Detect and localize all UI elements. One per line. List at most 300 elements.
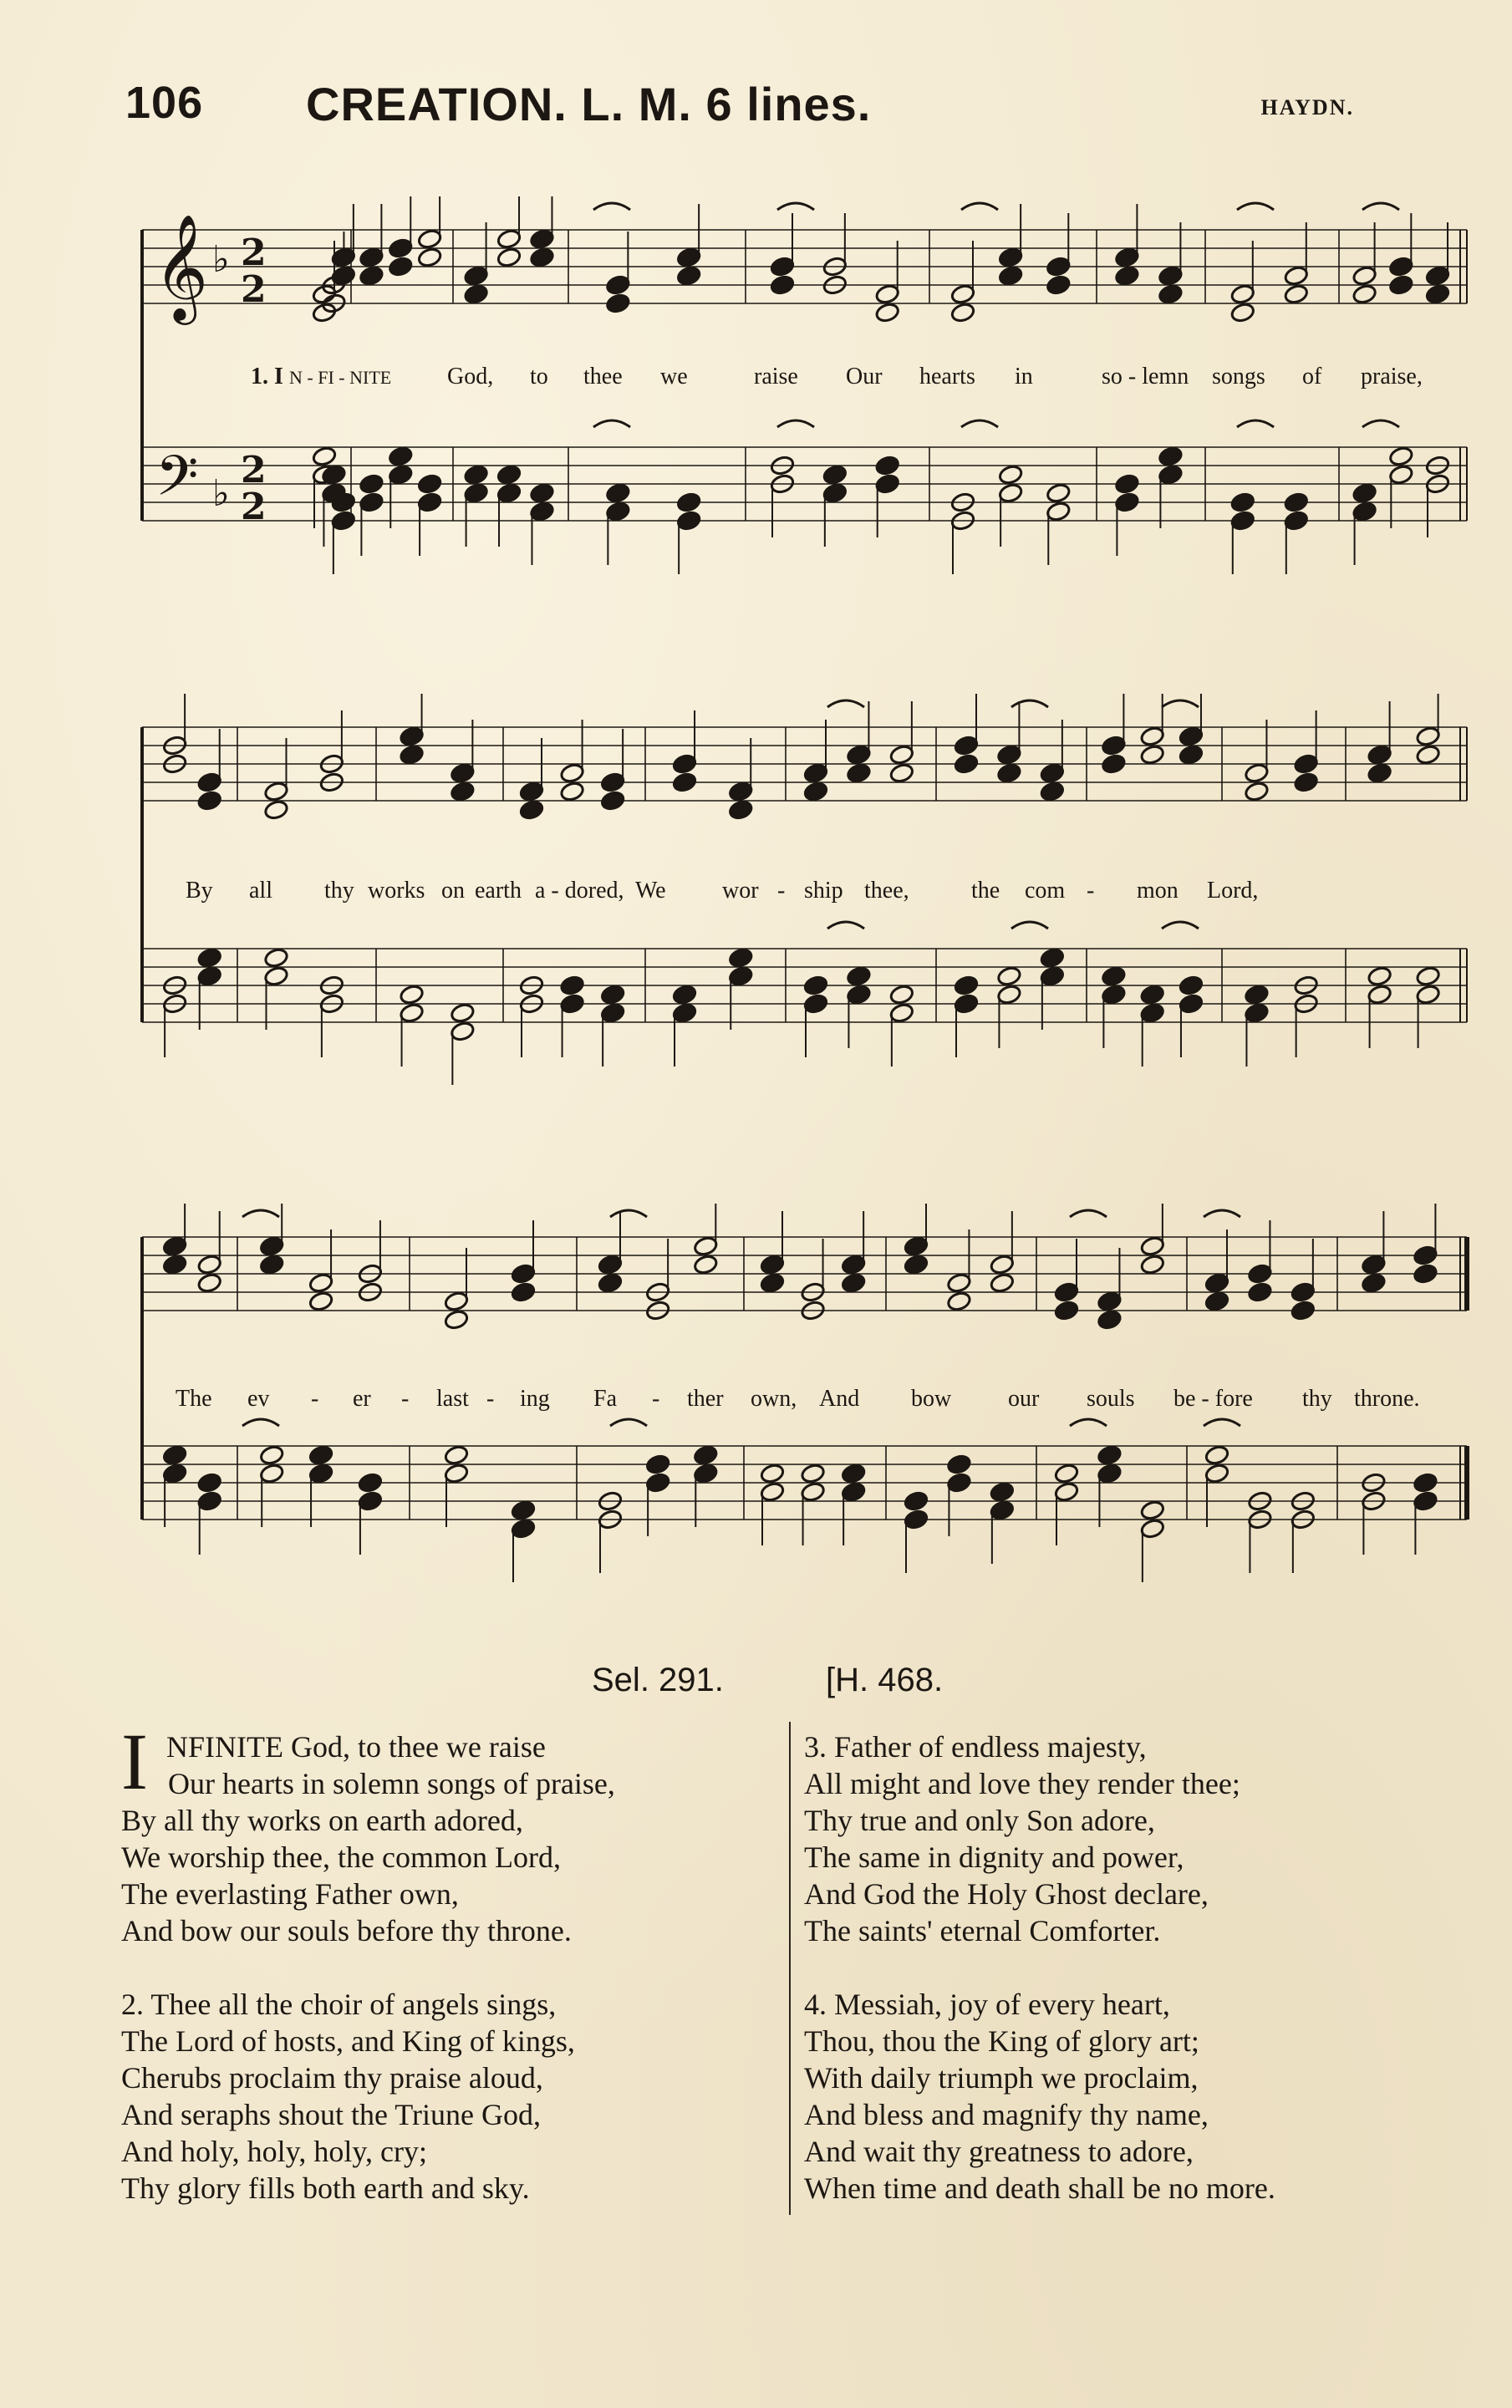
notehead (496, 247, 522, 268)
notehead (676, 265, 702, 287)
verse-line: Our hearts in solemn songs of praise, (168, 1767, 615, 1800)
notehead (693, 1254, 719, 1275)
notehead (800, 1481, 826, 1503)
notehead (760, 1463, 786, 1484)
notehead (1158, 445, 1184, 467)
notehead (1097, 1444, 1123, 1466)
slur (242, 1419, 279, 1426)
notehead (693, 1463, 719, 1484)
slur (1237, 420, 1274, 427)
notehead (559, 975, 585, 996)
notehead (359, 265, 384, 287)
slur (1204, 1210, 1240, 1217)
notehead (519, 799, 545, 821)
notehead (954, 735, 980, 756)
notehead (800, 1463, 826, 1484)
notehead (1284, 491, 1310, 513)
notehead (1388, 256, 1414, 277)
notehead (463, 283, 489, 305)
lyric-syllable: 1. I (251, 364, 283, 389)
notehead (1101, 965, 1127, 987)
notehead (996, 762, 1022, 784)
notehead (399, 1002, 425, 1024)
lyric-line-3 (125, 1386, 1479, 1419)
notehead (196, 1254, 222, 1275)
lyric-syllable: be - fore (1173, 1386, 1253, 1412)
notehead (1114, 491, 1140, 513)
lyric-syllable: we (660, 364, 688, 389)
notehead (954, 975, 980, 996)
notehead (496, 228, 522, 250)
verse-2 (121, 1986, 781, 2207)
lyric-syllable: throne. (1354, 1386, 1420, 1412)
notehead (1097, 1291, 1123, 1312)
notehead (529, 501, 555, 522)
notehead (1158, 283, 1184, 305)
slur (1070, 1419, 1107, 1426)
notehead (359, 491, 384, 513)
notehead (846, 744, 872, 766)
lyric-syllable: We (635, 878, 666, 904)
notehead (1097, 1463, 1123, 1484)
lyric-syllable: so - lemn (1102, 364, 1189, 389)
notehead (998, 247, 1024, 268)
slur (593, 420, 630, 427)
notehead (1139, 984, 1165, 1005)
lyric-syllable: works (368, 878, 425, 904)
lyric-syllable: By (186, 878, 213, 904)
notehead (846, 984, 872, 1005)
notehead (841, 1272, 867, 1294)
notehead (1139, 725, 1165, 747)
notehead (1244, 984, 1270, 1005)
notehead (728, 965, 754, 987)
notehead (1204, 1463, 1230, 1484)
lyric-syllable: bow (911, 1386, 952, 1412)
lyric-line-1 (125, 364, 1479, 397)
notehead (1140, 1499, 1166, 1521)
notehead (846, 965, 872, 987)
notehead (559, 993, 585, 1015)
lyric-syllable: thy (1302, 1386, 1332, 1412)
slur (1162, 922, 1199, 929)
notehead (822, 482, 848, 504)
notehead (388, 445, 414, 467)
notehead (645, 1453, 671, 1475)
verse-line: All might and love they render thee; (804, 1767, 1240, 1800)
notehead (529, 482, 555, 504)
notehead (559, 762, 585, 784)
notehead (1204, 1291, 1230, 1312)
notehead (1114, 265, 1140, 287)
lyric-syllable: souls (1087, 1386, 1135, 1412)
lyric-syllable: raise (754, 364, 798, 389)
notehead (1158, 464, 1184, 486)
notehead (672, 984, 698, 1005)
notehead (946, 1453, 972, 1475)
notehead (463, 464, 489, 486)
notehead (1230, 283, 1256, 305)
notehead (263, 947, 289, 969)
flat-icon: ♭ (212, 238, 230, 281)
notehead (559, 781, 585, 802)
notehead (263, 781, 289, 802)
notehead (1352, 283, 1377, 305)
notehead (417, 491, 443, 513)
notehead (417, 473, 443, 495)
notehead (998, 464, 1024, 486)
notehead (874, 283, 900, 305)
lyric-syllable: thee (583, 364, 623, 389)
verse-line: And seraphs shout the Triune God, (121, 2098, 541, 2131)
notehead (874, 473, 900, 495)
notehead (770, 274, 796, 296)
verse-line-text: NFINITE God, to thee we raise (166, 1730, 546, 1764)
notehead (1040, 781, 1066, 802)
notehead (770, 256, 796, 277)
notehead (1388, 445, 1414, 467)
notehead (519, 781, 545, 802)
lyric-syllable: praise, (1361, 364, 1423, 389)
column-divider (789, 1722, 791, 2215)
notehead (1114, 247, 1140, 268)
verse-line: 2. Thee all the choir of angels sings, (121, 1988, 557, 2021)
lyric-syllable: last (436, 1386, 469, 1412)
lyric-line-2 (125, 878, 1479, 911)
lyric-syllable: N - FI - NITE (289, 367, 392, 388)
music-system-2 (125, 694, 1479, 1112)
notehead (1139, 744, 1165, 766)
slur (1011, 700, 1048, 707)
notehead (846, 762, 872, 784)
notehead (1140, 1254, 1166, 1275)
notehead (598, 1272, 624, 1294)
lyric-syllable: our (1008, 1386, 1040, 1412)
bass-clef-icon: 𝄢 (155, 444, 199, 522)
slur (961, 420, 998, 427)
notehead (1054, 1481, 1080, 1503)
notehead (1413, 1263, 1438, 1285)
lyric-syllable: earth (475, 878, 522, 904)
notehead (1046, 482, 1072, 504)
lyric-syllable: hearts (919, 364, 975, 389)
notehead (1388, 274, 1414, 296)
notehead (676, 510, 702, 532)
lyric-syllable: The (176, 1386, 212, 1412)
notehead (954, 753, 980, 775)
notehead (841, 1481, 867, 1503)
notehead (889, 1002, 915, 1024)
notehead (672, 753, 698, 775)
notehead (511, 1518, 537, 1540)
slur (1070, 1210, 1107, 1217)
notehead (1367, 965, 1392, 987)
notehead (259, 1235, 285, 1257)
notehead (990, 1499, 1016, 1521)
notehead (1388, 464, 1414, 486)
notehead (308, 1272, 334, 1294)
notehead (760, 1254, 786, 1275)
notehead (529, 247, 555, 268)
lyric-syllable: ship (804, 878, 843, 904)
slur (777, 420, 814, 427)
notehead (162, 1235, 188, 1257)
verse-line: The same in dignity and power, (804, 1840, 1184, 1874)
slur (961, 203, 998, 210)
notehead (308, 1291, 334, 1312)
notehead (444, 1444, 470, 1466)
lyric-syllable: ev (247, 1386, 270, 1412)
notehead (693, 1444, 719, 1466)
notehead (1284, 283, 1310, 305)
verse-line: When time and death shall be no more. (804, 2171, 1275, 2205)
lyric-syllable: in (1015, 364, 1033, 389)
lyric-syllable: the (971, 878, 1000, 904)
notehead (990, 1272, 1016, 1294)
notehead (889, 984, 915, 1005)
notehead (1114, 473, 1140, 495)
lyric-syllable: Fa (593, 1386, 617, 1412)
notehead (996, 965, 1022, 987)
notehead (1244, 762, 1270, 784)
notehead (511, 1281, 537, 1303)
verse-line: And holy, holy, holy, cry; (121, 2135, 427, 2168)
notehead (259, 1444, 285, 1466)
notehead (1054, 1281, 1080, 1303)
notehead (803, 975, 829, 996)
notehead (874, 455, 900, 476)
selection-number: Sel. 291. (592, 1662, 724, 1698)
notehead (904, 1509, 929, 1530)
lyric-syllable: own, (751, 1386, 797, 1412)
notehead (1179, 725, 1204, 747)
notehead (399, 744, 425, 766)
lyric-syllable: to (530, 364, 548, 389)
verse-4 (804, 1986, 1464, 2207)
notehead (196, 771, 222, 793)
lyric-syllable: all (249, 878, 272, 904)
hymnal-reference: [H. 468. (826, 1662, 944, 1698)
notehead (1352, 482, 1377, 504)
verse-line: And bow our souls before thy throne. (121, 1914, 572, 1947)
notehead (450, 762, 476, 784)
verse-column-left (121, 1717, 781, 2243)
notehead (803, 781, 829, 802)
notehead (1293, 753, 1319, 775)
notehead (841, 1254, 867, 1275)
notehead (1425, 283, 1451, 305)
time-signature: 2 (241, 232, 267, 274)
notehead (1046, 274, 1072, 296)
notehead (1415, 744, 1441, 766)
verse-line: The Lord of hosts, and King of kings, (121, 2024, 575, 2058)
notehead (946, 1272, 972, 1294)
notehead (331, 510, 357, 532)
slur (1362, 420, 1399, 427)
notehead (450, 781, 476, 802)
notehead (496, 464, 522, 486)
notehead (1361, 1272, 1387, 1294)
verse-line: We worship thee, the common Lord, (121, 1840, 561, 1874)
music-system-1 (125, 196, 1479, 614)
notehead (1361, 1254, 1387, 1275)
notehead (444, 1309, 470, 1331)
slur (777, 203, 814, 210)
notehead (312, 445, 338, 467)
notehead (444, 1463, 470, 1484)
notehead (1046, 256, 1072, 277)
notehead (196, 1472, 222, 1494)
slur (1011, 922, 1048, 929)
notehead (388, 256, 414, 277)
notehead (803, 762, 829, 784)
notehead (388, 464, 414, 486)
notehead (605, 482, 631, 504)
time-signature: 2 (241, 268, 267, 311)
flat-icon: ♭ (212, 472, 230, 515)
notehead (1040, 762, 1066, 784)
slur (1362, 203, 1399, 210)
notehead (1101, 984, 1127, 1005)
notehead (444, 1291, 470, 1312)
notehead (1367, 744, 1392, 766)
notehead (359, 247, 384, 268)
notehead (904, 1235, 929, 1257)
notehead (511, 1263, 537, 1285)
notehead (1247, 1263, 1273, 1285)
notehead (1230, 510, 1256, 532)
notehead (954, 993, 980, 1015)
notehead (259, 1463, 285, 1484)
notehead (1179, 993, 1204, 1015)
notehead (672, 771, 698, 793)
notehead (399, 984, 425, 1005)
time-signature: 2 (241, 486, 267, 528)
notehead (358, 1490, 384, 1512)
notehead (359, 473, 384, 495)
verse-line: The everlasting Father own, (121, 1877, 459, 1911)
notehead (1367, 984, 1392, 1005)
notehead (358, 1472, 384, 1494)
notehead (399, 725, 425, 747)
music-system-3 (125, 1204, 1479, 1621)
verse-line: Thy true and only Son adore, (804, 1804, 1155, 1837)
lyric-syllable: songs (1212, 364, 1265, 389)
notehead (803, 993, 829, 1015)
lyric-syllable: ing (520, 1386, 550, 1412)
notehead (1413, 1245, 1438, 1266)
notehead (263, 965, 289, 987)
notehead (463, 482, 489, 504)
lyric-syllable: - (777, 878, 786, 904)
notehead (998, 265, 1024, 287)
lyric-syllable: thy (324, 878, 354, 904)
verse-line: Thy glory fills both earth and sky. (121, 2171, 530, 2205)
slur (610, 1419, 647, 1426)
drop-cap: I (121, 1717, 148, 1806)
notehead (1247, 1281, 1273, 1303)
notehead (728, 781, 754, 802)
notehead (760, 1272, 786, 1294)
notehead (841, 1463, 867, 1484)
lyric-syllable: - (652, 1386, 660, 1412)
notehead (511, 1499, 537, 1521)
notehead (1352, 501, 1377, 522)
notehead (1040, 965, 1066, 987)
verse-line: By all thy works on earth adored, (121, 1804, 523, 1837)
notehead (1179, 744, 1204, 766)
notehead (600, 984, 626, 1005)
staff-notation (125, 196, 1479, 614)
notehead (1139, 1002, 1165, 1024)
lyric-syllable: God, (447, 364, 494, 389)
notehead (676, 247, 702, 268)
lyric-syllable: ther (687, 1386, 724, 1412)
notehead (889, 762, 915, 784)
notehead (162, 1463, 188, 1484)
lyric-syllable: a - dored, (535, 878, 624, 904)
notehead (1204, 1272, 1230, 1294)
page-number: 106 (125, 78, 204, 128)
notehead (196, 947, 222, 969)
notehead (1415, 984, 1441, 1005)
notehead (308, 1444, 334, 1466)
slur (827, 700, 864, 707)
verse-line: 3. Father of endless majesty, (804, 1730, 1147, 1764)
verse-column-right (804, 1728, 1464, 2243)
slur (610, 1210, 647, 1217)
lyric-syllable: - (401, 1386, 410, 1412)
notehead (728, 799, 754, 821)
notehead (196, 790, 222, 812)
notehead (1244, 781, 1270, 802)
notehead (388, 237, 414, 259)
notehead (1097, 1309, 1123, 1331)
lyric-syllable: wor (722, 878, 759, 904)
verse-1 (121, 1717, 781, 1949)
notehead (1101, 735, 1127, 756)
notehead (996, 744, 1022, 766)
lyric-syllable: - (311, 1386, 319, 1412)
notehead (463, 265, 489, 287)
notehead (1291, 1300, 1316, 1321)
notehead (946, 1291, 972, 1312)
verse-line: And bless and magnify thy name, (804, 2098, 1209, 2131)
notehead (676, 491, 702, 513)
notehead (1040, 947, 1066, 969)
notehead (672, 1002, 698, 1024)
verse-3 (804, 1728, 1464, 1949)
lyric-syllable: - (486, 1386, 495, 1412)
notehead (904, 1490, 929, 1512)
notehead (162, 1444, 188, 1466)
verse-line: The saints' eternal Comforter. (804, 1914, 1161, 1947)
slur (1237, 203, 1274, 210)
page-header (125, 77, 1354, 135)
treble-clef-icon: 𝄞 (154, 213, 209, 320)
lyric-syllable: Lord, (1207, 878, 1259, 904)
notehead (760, 1481, 786, 1503)
lyric-syllable: com (1025, 878, 1066, 904)
notehead (1415, 725, 1441, 747)
notehead (450, 1021, 476, 1042)
notehead (822, 464, 848, 486)
notehead (417, 247, 443, 268)
verse-line: And wait thy greatness to adore, (804, 2135, 1194, 2168)
notehead (450, 1002, 476, 1024)
lyric-syllable: - (1087, 878, 1095, 904)
notehead (605, 501, 631, 522)
